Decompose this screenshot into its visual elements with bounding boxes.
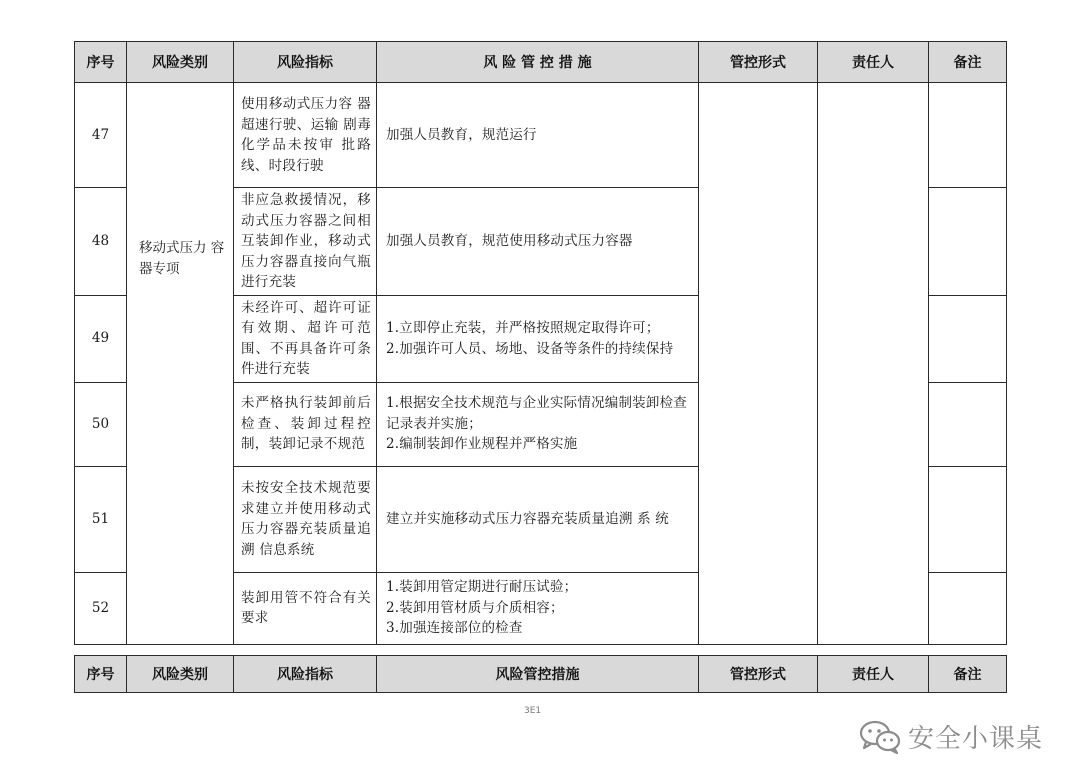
measure-line: 建立并实施移动式压力容器充装质量追溯 系 统 [386,510,669,527]
measure-line: 3.加强连接部位的检查 [386,620,523,637]
control-measures [377,466,699,572]
remarks-cell [929,382,1007,466]
remarks-cell [929,466,1007,572]
header-cell-category: 风险类别 [127,656,234,693]
header-cell-number: 序号 [75,42,127,83]
risk-control-table [74,41,1007,645]
measure-line: 2.加强许可人员、场地、设备等条件的持续保持 [386,340,674,357]
risk-indicator: 非应急救援情况，移动式压力容器之间相互装卸作业，移动式压力容器直接向气瓶进行充装 [234,188,377,296]
risk-indicator: 未经许可、超许可证有效期、超许可范围、不再具备许可条件进行充装 [234,295,377,382]
measure-line: 1.立即停止充装，并严格按照规定取得许可； [386,320,660,336]
control-measures [377,295,699,382]
header-cell-responsible: 责任人 [818,656,929,693]
wechat-icon [858,719,902,755]
watermark [858,718,1043,755]
risk-indicator: 使用移动式压力容 器超速行驶、运输 剧毒化学品未按审 批路线、时段行驶 [234,83,377,188]
remarks-cell [929,572,1007,644]
control-measures [377,382,699,466]
control-measures [377,83,699,188]
risk-indicator: 未严格执行装卸前后检查、装卸过程控制，装卸记录不规范 [234,382,377,466]
control-measures [377,188,699,296]
remarks-cell [929,188,1007,296]
measure-line: 1.装卸用管定期进行耐压试验； [386,579,578,596]
measure-line: 加强人员教育，规范使用移动式压力容器 [386,233,633,249]
table-header-row [75,656,1007,693]
measure-line: 1.根据安全技术规范与企业实际情况编制装卸检查记录表并实施； [386,395,687,432]
watermark-text: 安全小课桌 [908,724,1044,754]
table-header-row [75,42,1007,83]
header-cell-indicator: 风险指标 [234,42,377,83]
row-number: 50 [75,382,127,466]
control-form-cell [699,83,818,645]
measure-line: 加强人员教育，规范运行 [386,126,537,143]
page-number: 3E1 [524,706,542,716]
row-number: 52 [75,572,127,644]
risk-category-cell: 移动式压力 容器专项 [127,83,234,645]
row-number: 49 [75,295,127,382]
remarks-cell [929,83,1007,188]
control-measures [377,572,699,644]
header-cell-remarks: 备注 [929,656,1007,693]
header-cell-responsible: 责任人 [818,42,929,83]
header-cell-control-form: 管控形式 [699,656,818,693]
measure-line: 2.编制装卸作业规程并严格实施 [386,436,578,453]
responsible-person-cell [818,83,929,645]
header-cell-category: 风险类别 [127,42,234,83]
remarks-cell [929,295,1007,382]
header-cell-number: 序号 [75,656,127,693]
risk-indicator: 装卸用管不符合有关要求 [234,572,377,644]
header-cell-measures: 风险管控措施 [377,656,699,693]
next-page-header-table [74,655,1007,693]
row-number: 51 [75,466,127,572]
header-cell-indicator: 风险指标 [234,656,377,693]
row-number: 47 [75,83,127,188]
measure-line: 2.装卸用管材质与介质相容； [386,599,564,616]
header-cell-remarks: 备注 [929,42,1007,83]
header-cell-measures: 风 险 管 控 措 施 [377,42,699,83]
row-number: 48 [75,188,127,296]
table-row [75,83,1007,188]
header-cell-control-form: 管控形式 [699,42,818,83]
risk-indicator: 未按安全技术规范要求建立并使用移动式压力容器充装质量追溯 信息系统 [234,466,377,572]
